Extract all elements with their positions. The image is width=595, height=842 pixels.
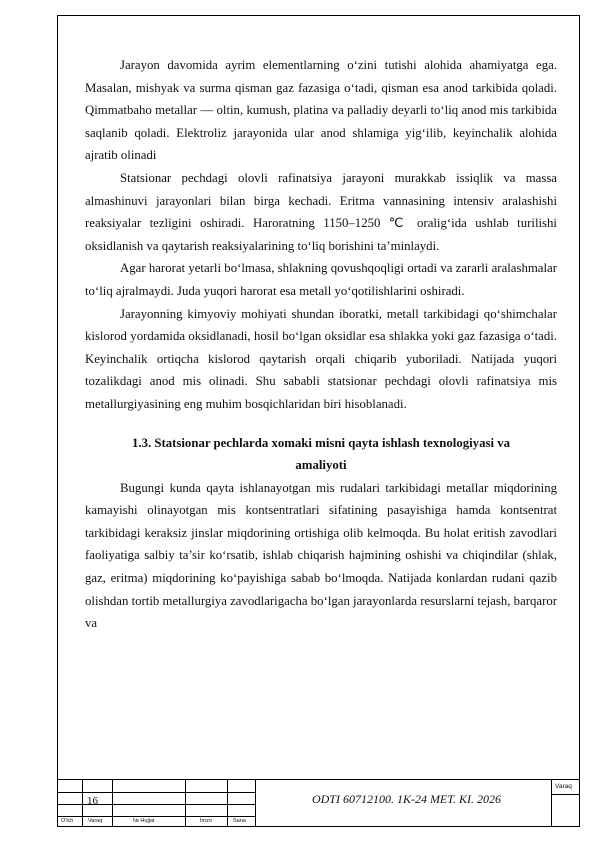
title-block-stamp: [57, 779, 580, 827]
stamp-row-line: [57, 816, 255, 817]
paragraph: Jarayonning kimyoviy mohiyati shundan iboratki, metall tarkibidagi qo‘shimchalar kislorod yordamida oksidlanadi, hosil bo‘lgan oksidlar esa shlakka yoki gaz fazasiga o‘tadi. Keyinchalik ortiqcha kislorod qaytarish orqali chiqarib yuboriladi. Natijada yuqori tozalikdagi anod mis olinadi. Shu sababli statsionar pechdagi olovli rafinatsiya mis metallurgiyasining eng muhim bosqichlaridan biri hisoblanadi.: [85, 306, 557, 411]
stamp-row-line: [551, 794, 580, 795]
document-code: ODTI 60712100. 1K-24 MET. KI. 2026: [311, 792, 502, 806]
varaq-label: Varaq: [555, 783, 572, 790]
paragraph: Bugungi kunda qayta ishlanayotgan mis rudalari tarkibidagi metallar miqdorining kamayishi olinayotgan mis kontsentratlari sifatining pasayishiga hamda kontsentrat tarkibidagi keraksiz jinslar miqdorining ortishiga olib kelmoqda. Bu holat eritish zavodlari faoliyatiga salbiy ta’sir ko‘rsatib, ishlab chiqarish hajmining oshishi va chiqindilar (shlak, gaz, eritma) miqdorining ko‘payishiga sabab bo‘lmoqda. Natijada konlardan rudani qazib olishdan tortib metallurgiya zavodlarigacha bo‘lgan jarayonlarda resurslarni tejash, barqaror va: [85, 480, 558, 631]
page-number: 16: [87, 795, 98, 807]
sana-label: Sana: [233, 818, 246, 824]
stamp-divider: [255, 780, 256, 827]
olch-label: O'lch: [61, 818, 74, 824]
section-heading-line2: amaliyoti: [295, 458, 347, 473]
stamp-row-line: [57, 792, 255, 793]
imzo-label: Imzo: [200, 818, 212, 824]
document-body: [85, 54, 557, 635]
varaq-col-label: Varaq: [88, 818, 103, 824]
paragraph: Agar harorat yetarli bo‘lmasa, shlakning qovushqoqligi ortadi va zararli aralashmalar to‘liq ajralmaydi. Juda yuqori harorat esa metall yo‘qotilishlarini oshiradi.: [85, 261, 557, 298]
section-heading: [85, 422, 557, 477]
paragraph: Statsionar pechdagi olovli rafinatsiya jarayoni murakkab issiqlik va massa almashinuvi jarayonlari bilan birga kechadi. Eritma vannasining intensiv aralashishi reaksiyalar tezligini oshiradi. Haroratning 1150–1250 ℃ oralig‘ida ushlab turilishi oksidlanish va qaytarish reaksiyalarining to‘liq borishini ta’minlaydi.: [85, 170, 557, 253]
section-heading-line1: 1.3. Statsionar pechlarda xomaki misni qayta ishlash texnologiyasi va: [131, 435, 511, 450]
paragraph: Jarayon davomida ayrim elementlarning o‘zini tutishi alohida ahamiyatga ega. Masalan, mishyak va surma qisman gaz fazasiga o‘tadi, qisman esa anod tarkibida qoladi. Qimmatbaho metallar — oltin, kumush, platina va palladiy deyarli to‘liq anod mis tarkibida saqlanib qoladi. Elektroliz jarayonida ular anod shlamiga yig‘ilib, keyinchalik alohida ajratib olinadi: [85, 58, 557, 163]
hujjat-label: № Hujjat: [133, 818, 155, 824]
